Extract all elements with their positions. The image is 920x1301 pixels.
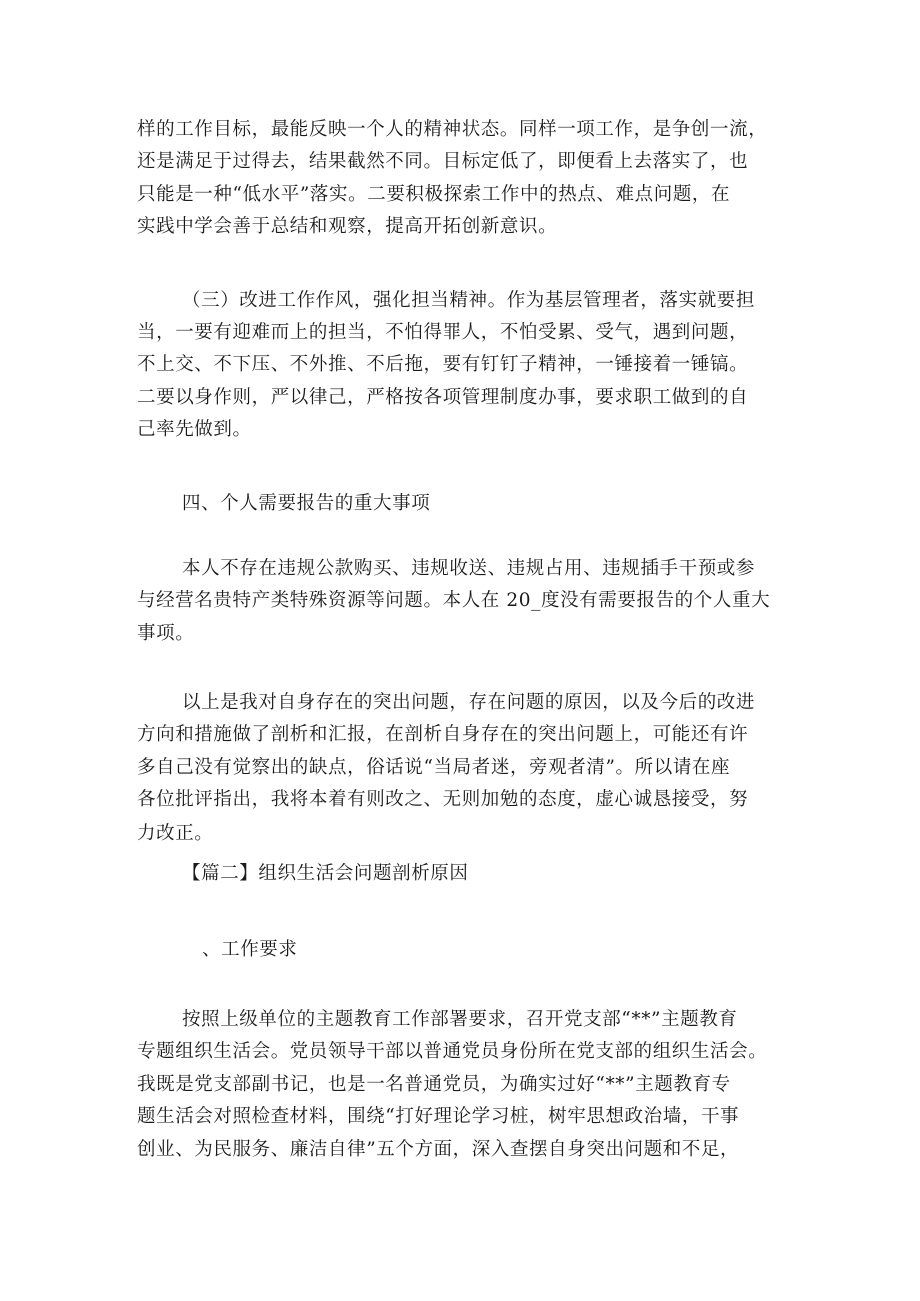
paragraph-line: 创业、为民服务、廉洁自律”五个方面，深入查摆自身突出问题和不足，	[137, 1139, 740, 1160]
paragraph-line: 还是满足于过得去，结果截然不同。目标定低了，即便看上去落实了，也	[137, 151, 749, 172]
paragraph-line: 实践中学会善于总结和观察，提高开拓创新意识。	[137, 216, 558, 237]
paragraph-line: 以上是我对自身存在的突出问题，存在问题的原因，以及今后的改进	[182, 692, 756, 713]
paragraph-line: 事项。	[137, 623, 195, 644]
paragraph-line: 与经营名贵特产类特殊资源等问题。本人在 20_度没有需要报告的个人重大	[137, 590, 771, 611]
paragraph-line: 二要以身作则，严以律己，严格按各项管理制度办事，要求职工做到的自	[137, 387, 749, 408]
sub-heading: 、工作要求	[202, 939, 298, 960]
paragraph-line: 本人不存在违规公款购买、违规收送、违规占用、违规插手干预或参	[182, 558, 756, 579]
paragraph-line: 不上交、不下压、不外推、不后拖，要有钉钉子精神，一锤接着一锤镐。	[137, 354, 749, 375]
paragraph-line: 按照上级单位的主题教育工作部署要求，召开党支部“**”主题教育	[182, 1009, 738, 1030]
paragraph-line: 己率先做到。	[137, 419, 252, 440]
paragraph-line: 多自己没有觉察出的缺点，俗话说“当局者迷，旁观者清”。所以请在座	[137, 757, 731, 778]
paragraph-line: 题生活会对照检查材料，围绕“打好理论学习桩，树牢思想政治墙，干事	[137, 1106, 740, 1127]
paragraph-line: 各位批评指出，我将本着有则改之、无则加勉的态度，虚心诚恳接受，努	[137, 789, 749, 810]
paragraph-line: 方向和措施做了剖析和汇报，在剖析自身存在的突出问题上，可能还有许	[137, 724, 749, 745]
paragraph-line: 我既是党支部副书记，也是一名普通党员，为确实过好“**”主题教育专	[137, 1074, 731, 1095]
paragraph-line: 当，一要有迎难而上的担当，不怕得罪人，不怕受累、受气，遇到问题，	[137, 322, 749, 343]
paragraph-line: 样的工作目标，最能反映一个人的精神状态。同样一项工作，是争创一流，	[137, 119, 768, 140]
paragraph-line: 只能是一种“低水平”落实。二要积极探索工作中的热点、难点问题，在	[137, 184, 731, 205]
section-title: 【篇二】组织生活会问题剖析原因	[182, 863, 469, 884]
paragraph-line: （三）改进工作作风，强化担当精神。作为基层管理者，落实就要担	[182, 290, 756, 311]
paragraph-line: 力改正。	[137, 823, 214, 844]
paragraph-line: 专题组织生活会。党员领导干部以普通党员身份所在党支部的组织生活会。	[137, 1041, 768, 1062]
section-heading: 四、个人需要报告的重大事项	[182, 493, 431, 514]
